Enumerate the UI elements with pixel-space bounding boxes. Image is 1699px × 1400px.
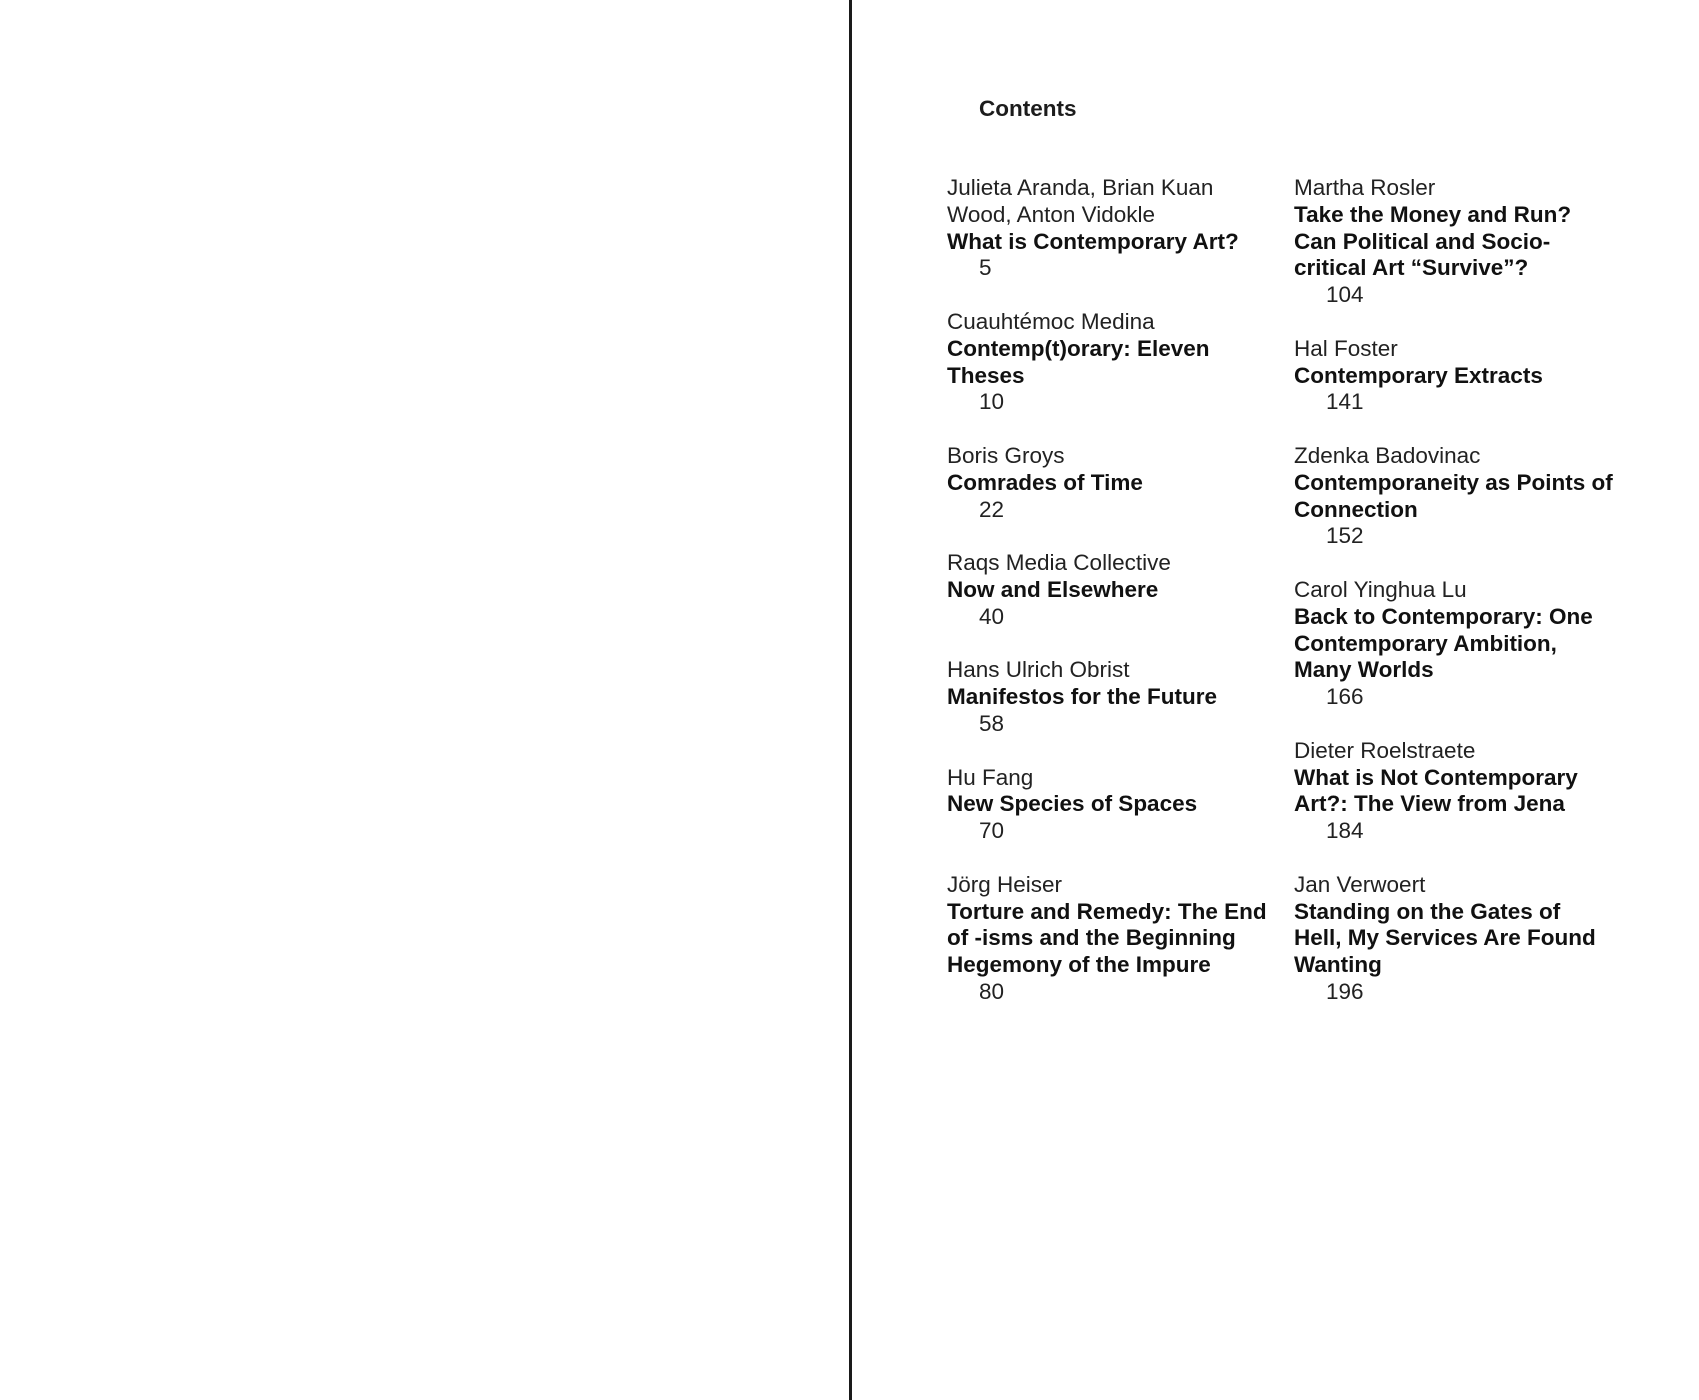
entry-title: Back to Contemporary: One Contemporary Ambition, Many Worlds [1294,603,1593,683]
entry-page-number: 22 [979,496,1005,522]
entry-page-number: 80 [979,978,1005,1004]
entry-page-number: 104 [1326,282,1364,308]
entry-title: Manifestos for the Future [947,684,1218,710]
toc-entry [1294,738,1614,845]
entry-page-number: 141 [1326,389,1364,415]
entry-author: Jörg Heiser [947,871,1063,897]
toc-entry [947,443,1277,523]
toc-entry [947,309,1277,416]
book-spine-divider [849,0,852,1400]
toc-entry [1294,443,1614,550]
entry-page-number: 10 [979,389,1005,415]
entry-author: Jan Verwoert [1294,871,1426,897]
toc-entry [947,872,1277,1006]
entry-author: Boris Groys [947,442,1065,468]
toc-column-left [947,175,1277,1033]
entry-page-number: 166 [1326,684,1364,710]
entry-page-number: 184 [1326,818,1364,844]
entry-title: Contemp(t)orary: Eleven Theses [947,335,1210,388]
entry-title: Contemporaneity as Points of Connection [1294,469,1613,522]
toc-entry [1294,577,1614,711]
entry-title: What is Contemporary Art? [947,228,1239,254]
entry-title: Torture and Remedy: The End of -isms and the Beginning Hegemony of the Impure [947,898,1267,978]
entry-title: What is Not Contemporary Art?: The View from Jena [1294,764,1578,817]
entry-title: Take the Money and Run? Can Political and Socio-critical Art “Survive”? [1294,201,1572,281]
toc-entry [947,550,1277,630]
entry-author: Julieta Aranda, Brian Kuan Wood, Anton Vidokle [947,175,1214,227]
entry-author: Hal Foster [1294,335,1398,361]
entry-author: Cuauhtémoc Medina [947,308,1155,334]
entry-author: Raqs Media Collective [947,550,1171,576]
entry-author: Dieter Roelstraete [1294,737,1476,763]
entry-author: Hans Ulrich Obrist [947,657,1130,683]
entry-author: Zdenka Badovinac [1294,442,1481,468]
toc-entry [947,765,1277,845]
toc-entry [947,175,1277,282]
entry-author: Carol Yinghua Lu [1294,576,1467,602]
entry-page-number: 40 [979,603,1005,629]
toc-column-right [1294,175,1614,1033]
entry-author: Martha Rosler [1294,175,1436,200]
entry-title: Standing on the Gates of Hell, My Services Are Found Wanting [1294,898,1596,978]
entry-author: Hu Fang [947,764,1034,790]
page-title: Contents [979,96,1077,121]
entry-title: Comrades of Time [947,469,1143,495]
entry-page-number: 196 [1326,978,1364,1004]
entry-page-number: 70 [979,818,1005,844]
entry-title: New Species of Spaces [947,791,1198,817]
entry-page-number: 58 [979,710,1005,736]
toc-entry [947,657,1277,737]
toc-entry [1294,872,1614,1006]
entry-title: Now and Elsewhere [947,576,1159,602]
entry-page-number: 152 [1326,523,1364,549]
entry-title: Contemporary Extracts [1294,362,1543,388]
entry-page-number: 5 [979,255,992,281]
toc-entry [1294,336,1614,416]
toc-entry [1294,175,1614,309]
